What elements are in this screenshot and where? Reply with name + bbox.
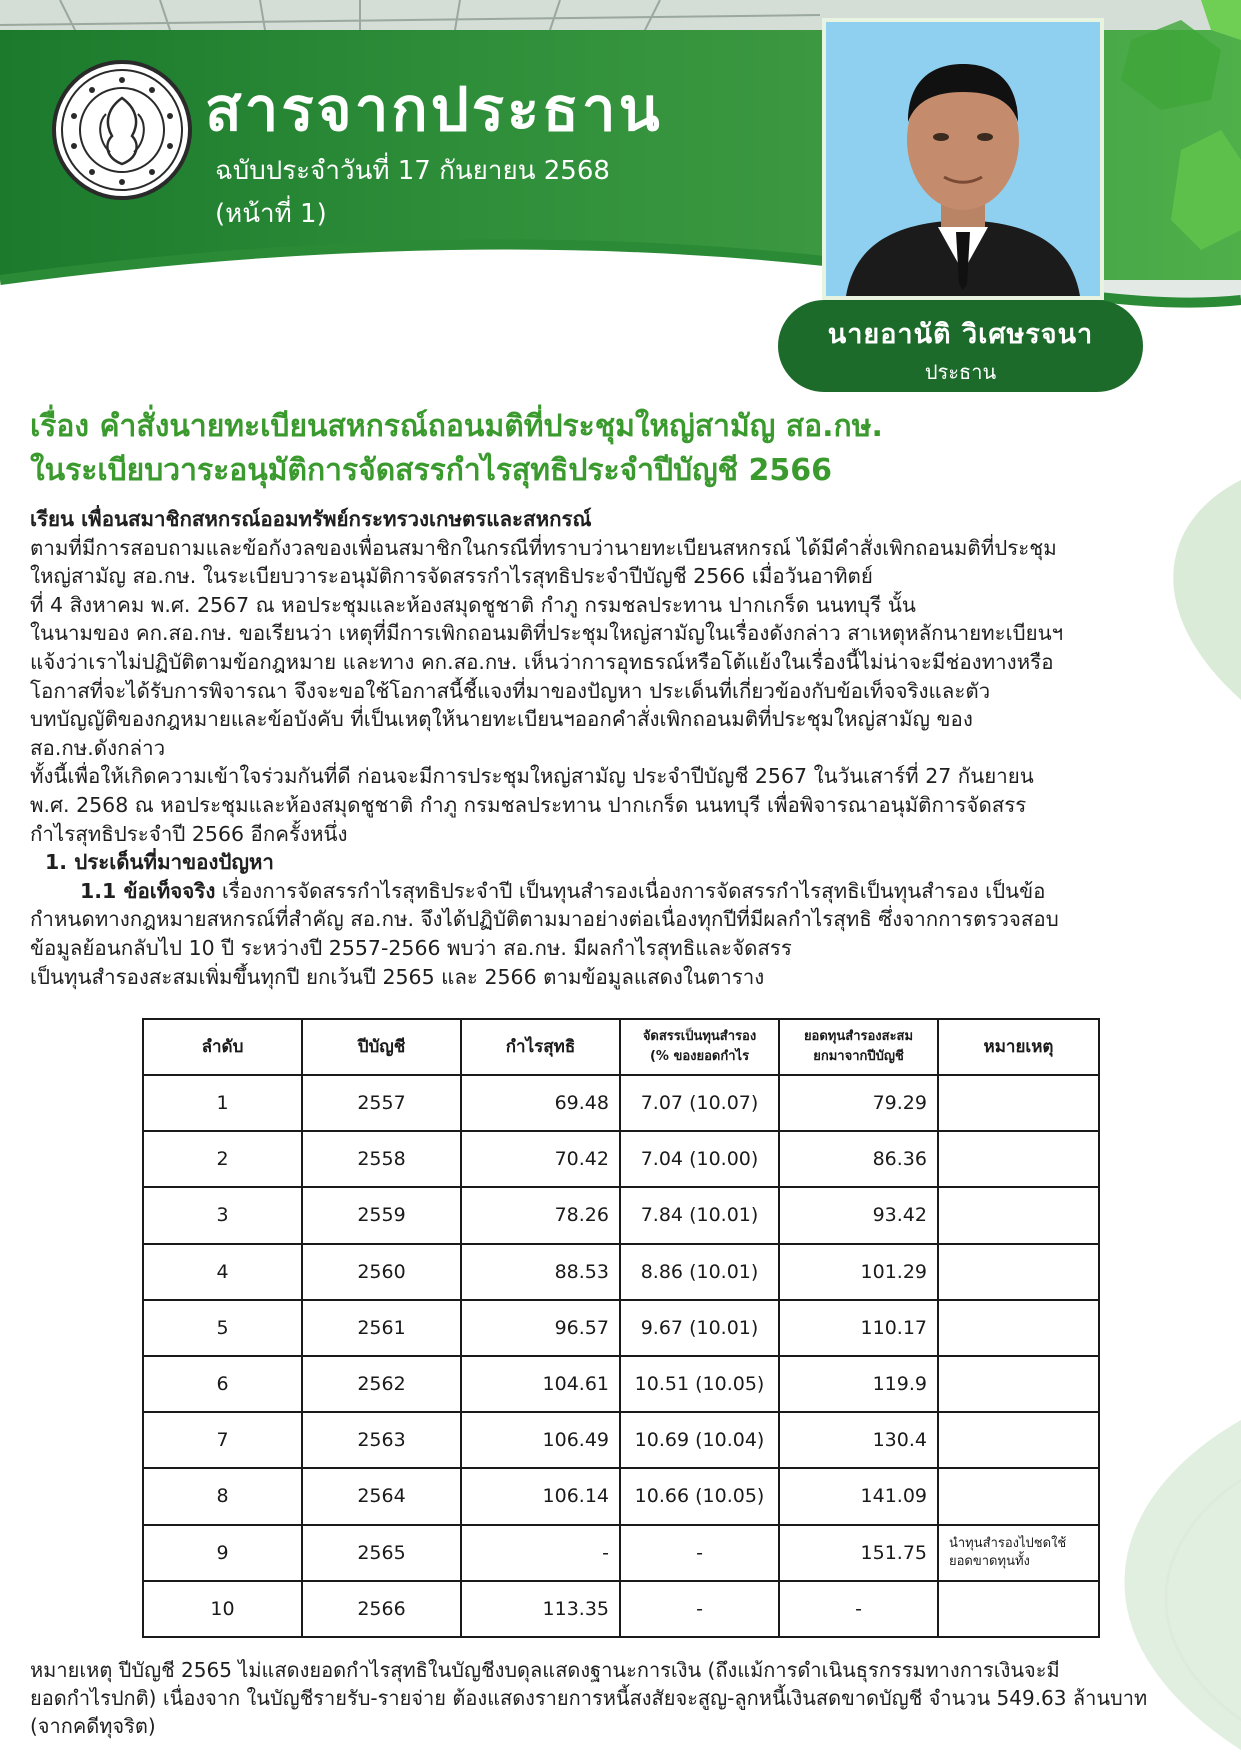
cell-profit: 70.42 — [461, 1131, 620, 1187]
cell-no: 7 — [143, 1412, 302, 1468]
cell-cumulative: 151.75 — [779, 1525, 938, 1581]
cell-no: 1 — [143, 1075, 302, 1131]
header-year: ปีบัญชี — [302, 1019, 461, 1075]
chairman-role: ประธาน — [924, 360, 997, 384]
cell-no: 4 — [143, 1244, 302, 1300]
cell-reserve: 7.07 (10.07) — [620, 1075, 779, 1131]
header-reserve — [620, 1019, 779, 1075]
table-row — [143, 1131, 1099, 1187]
header-cumulative — [779, 1019, 938, 1075]
cell-no: 10 — [143, 1581, 302, 1637]
cell-note — [938, 1300, 1099, 1356]
letter-body — [30, 505, 1215, 991]
cell-no: 6 — [143, 1356, 302, 1412]
paragraph-line: สอ.กษ.ดังกล่าว — [30, 735, 166, 760]
table-row — [143, 1300, 1099, 1356]
cell-year: 2566 — [302, 1581, 461, 1637]
cell-note — [938, 1356, 1099, 1412]
footnote-line: หมายเหตุ ปีบัญชี 2565 ไม่แสดงยอดกำไรสุทธิในบัญชีงบดุลแสดงฐานะการเงิน (ถึงแม้การดำเนินธุรกรรมทางการเงินจะมี — [30, 1658, 1060, 1682]
subject-line: ในระเบียบวาระอนุมัติการจัดสรรกำไรสุทธิประจำปีบัญชี 2566 — [30, 453, 832, 488]
cell-cumulative: 93.42 — [779, 1187, 938, 1243]
portrait-icon — [826, 22, 1100, 296]
cell-cumulative: 110.17 — [779, 1300, 938, 1356]
table-row — [143, 1581, 1099, 1637]
header-note: หมายเหตุ — [938, 1019, 1099, 1075]
cell-reserve: 10.69 (10.04) — [620, 1412, 779, 1468]
paragraph-line: ที่ 4 สิงหาคม พ.ศ. 2567 ณ หอประชุมและห้องสมุดชูชาติ กำภู กรมชลประทาน ปากเกร็ด นนทบุรี นั้น — [30, 592, 916, 617]
seal-emblem-icon — [56, 64, 188, 196]
chairman-photo — [822, 18, 1104, 300]
cell-reserve: 9.67 (10.01) — [620, 1300, 779, 1356]
cell-cumulative: - — [779, 1581, 938, 1637]
table-row — [143, 1244, 1099, 1300]
cell-profit: 78.26 — [461, 1187, 620, 1243]
subject-line: เรื่อง คำสั่งนายทะเบียนสหกรณ์ถอนมติที่ประชุมใหญ่สามัญ สอ.กษ. — [30, 409, 883, 444]
cell-profit: 104.61 — [461, 1356, 620, 1412]
cell-year: 2558 — [302, 1131, 461, 1187]
header-no: ลำดับ — [143, 1019, 302, 1075]
table-row — [143, 1187, 1099, 1243]
cell-year: 2563 — [302, 1412, 461, 1468]
section-1-1-first-line — [30, 877, 1215, 906]
cell-no: 8 — [143, 1468, 302, 1524]
salutation: เรียน เพื่อนสมาชิกสหกรณ์ออมทรัพย์กระทรวงเกษตรและสหกรณ์ — [30, 507, 592, 531]
cell-reserve: - — [620, 1525, 779, 1581]
issue-date: ฉบับประจำวันที่ 17 กันยายน 2568 — [215, 156, 610, 186]
table-row — [143, 1075, 1099, 1131]
cell-no: 3 — [143, 1187, 302, 1243]
section-1-1-text: เรื่องการจัดสรรกำไรสุทธิประจำปี เป็นทุนสำรองเนื่องการจัดสรรกำไรสุทธิเป็นทุนสำรอง เป็นข้อ — [215, 878, 1046, 903]
cell-note — [938, 1131, 1099, 1187]
cooperative-seal-logo — [52, 60, 192, 200]
cell-reserve: 8.86 (10.01) — [620, 1244, 779, 1300]
page-number: (หน้าที่ 1) — [215, 199, 327, 229]
note-line: นำทุนสำรองไปชดใช้ — [949, 1535, 1067, 1551]
cell-reserve: 7.84 (10.01) — [620, 1187, 779, 1243]
cell-profit: 106.49 — [461, 1412, 620, 1468]
header-profit: กำไรสุทธิ — [461, 1019, 620, 1075]
cell-reserve: 10.51 (10.05) — [620, 1356, 779, 1412]
cell-cumulative: 101.29 — [779, 1244, 938, 1300]
paragraph-line: พ.ศ. 2568 ณ หอประชุมและห้องสมุดชูชาติ กำภู กรมชลประทาน ปากเกร็ด นนทบุรี เพื่อพิจารณาอนุมัติการจัดสรร — [30, 792, 1027, 817]
cell-no: 9 — [143, 1525, 302, 1581]
note-line: ยอดขาดทุนทั้ง — [949, 1553, 1030, 1569]
cell-note — [938, 1187, 1099, 1243]
cell-year: 2560 — [302, 1244, 461, 1300]
cell-profit: 96.57 — [461, 1300, 620, 1356]
table-header-row — [143, 1019, 1099, 1075]
paragraph-line: กำหนดทางกฎหมายสหกรณ์ที่สำคัญ สอ.กษ. จึงได้ปฏิบัติตามมาอย่างต่อเนื่องทุกปีที่มีผลกำไรสุทธิ ซึ่งจากการตรวจสอบ — [30, 907, 1059, 932]
cell-no: 5 — [143, 1300, 302, 1356]
header-cumulative-line: ยกมาจากปีบัญชี — [813, 1049, 904, 1064]
cell-cumulative: 86.36 — [779, 1131, 938, 1187]
cell-cumulative: 119.9 — [779, 1356, 938, 1412]
paragraph-line: บทบัญญัติของกฎหมายและข้อบังคับ ที่เป็นเหตุให้นายทะเบียนฯออกคำสั่งเพิกถอนมติที่ประชุมใหญ่สามัญ ของ — [30, 707, 973, 732]
paragraph-line: กำไรสุทธิประจำปี 2566 อีกครั้งหนึ่ง — [30, 821, 348, 846]
cell-note — [938, 1075, 1099, 1131]
cell-year: 2561 — [302, 1300, 461, 1356]
cell-cumulative: 130.4 — [779, 1412, 938, 1468]
footnote — [30, 1656, 1215, 1740]
header-cumulative-line: ยอดทุนสำรองสะสม — [803, 1029, 914, 1044]
header-reserve-line: (% ของยอดกำไร — [649, 1049, 750, 1064]
section-1-1-label: 1.1 ข้อเท็จจริง — [80, 878, 216, 903]
table-row — [143, 1525, 1099, 1581]
section-heading: 1. ประเด็นที่มาของปัญหา — [45, 850, 274, 875]
cell-year: 2565 — [302, 1525, 461, 1581]
cell-profit: 69.48 — [461, 1075, 620, 1131]
chairman-name: นายอานัติ วิเศษรจนา — [827, 319, 1094, 350]
cell-year: 2562 — [302, 1356, 461, 1412]
paragraph-line: แจ้งว่าเราไม่ปฏิบัติตามข้อกฎหมาย และทาง คก.สอ.กษ. เห็นว่าการอุทธรณ์หรือโต้แย้งในเรื่องนี้ไม่น่าจะมีช่องทางหรือ — [30, 649, 1054, 674]
cell-profit: 106.14 — [461, 1468, 620, 1524]
paragraph-line: เป็นทุนสำรองสะสมเพิ่มขึ้นทุกปี ยกเว้นปี 2565 และ 2566 ตามข้อมูลแสดงในตาราง — [30, 964, 765, 989]
footnote-line: (จากคดีทุจริต) — [30, 1714, 156, 1738]
table-row — [143, 1412, 1099, 1468]
cell-no: 2 — [143, 1131, 302, 1187]
cell-profit: 88.53 — [461, 1244, 620, 1300]
cell-profit: - — [461, 1525, 620, 1581]
page-title: สารจากประธาน — [205, 75, 663, 145]
table-row — [143, 1356, 1099, 1412]
paragraph-line: ในนามของ คก.สอ.กษ. ขอเรียนว่า เหตุที่มีการเพิกถอนมติที่ประชุมใหญ่สามัญในเรื่องดังกล่าว สาเหตุหลักนายทะเบียนฯ — [30, 621, 1064, 646]
paragraph-line: ตามที่มีการสอบถามและข้อกังวลของเพื่อนสมาชิกในกรณีที่ทราบว่านายทะเบียนสหกรณ์ ได้มีคำสั่งเพิกถอนมติที่ประชุม — [30, 535, 1057, 560]
cell-year: 2559 — [302, 1187, 461, 1243]
cell-profit: 113.35 — [461, 1581, 620, 1637]
cell-cumulative: 79.29 — [779, 1075, 938, 1131]
paragraph-line: โอกาสที่จะได้รับการพิจารณา จึงจะขอใช้โอกาสนี้ชี้แจงที่มาของปัญหา ประเด็นที่เกี่ยวข้องกับข้อเท็จจริงและตัว — [30, 678, 991, 703]
paragraph-line: ข้อมูลย้อนกลับไป 10 ปี ระหว่างปี 2557-2566 พบว่า สอ.กษ. มีผลกำไรสุทธิและจัดสรร — [30, 935, 792, 960]
cell-year: 2564 — [302, 1468, 461, 1524]
cell-reserve: 10.66 (10.05) — [620, 1468, 779, 1524]
paragraph-line: ทั้งนี้เพื่อให้เกิดความเข้าใจร่วมกันที่ดี ก่อนจะมีการประชุมใหญ่สามัญ ประจำปีบัญชี 2567 ในวันเสาร์ที่ 27 กันยายน — [30, 764, 1034, 789]
paragraph-line: ใหญ่สามัญ สอ.กษ. ในระเบียบวาระอนุมัติการจัดสรรกำไรสุทธิประจำปีบัญชี 2566 เมื่อวันอาทิตย์ — [30, 564, 873, 589]
footnote-line: ยอดกำไรปกติ) เนื่องจาก ในบัญชีรายรับ-รายจ่าย ต้องแสดงรายการหนี้สงสัยจะสูญ-ลูกหนี้เงินสดขาดบัญชี จำนวน 549.63 ล้านบาท — [30, 1686, 1148, 1710]
cell-reserve: 7.04 (10.00) — [620, 1131, 779, 1187]
cell-note — [938, 1244, 1099, 1300]
leaf-decoration — [1121, 480, 1241, 700]
header-reserve-line: จัดสรรเป็นทุนสำรอง — [642, 1029, 757, 1044]
cell-cumulative: 141.09 — [779, 1468, 938, 1524]
cell-year: 2557 — [302, 1075, 461, 1131]
subject-heading — [30, 405, 950, 493]
reserve-fund-table — [142, 1018, 1100, 1638]
table-row — [143, 1468, 1099, 1524]
cell-reserve: - — [620, 1581, 779, 1637]
